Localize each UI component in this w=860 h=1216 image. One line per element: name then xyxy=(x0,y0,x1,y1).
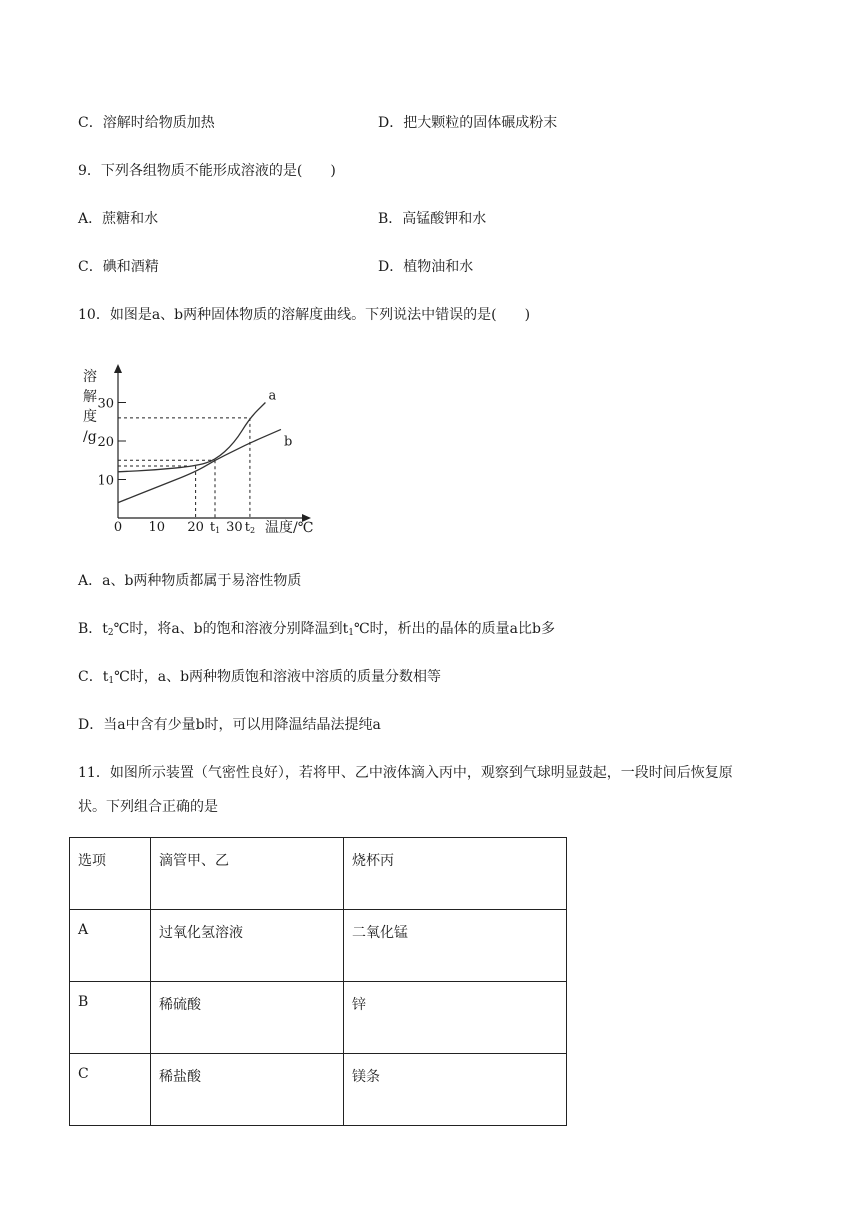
header-cell: 烧杯丙 xyxy=(344,838,567,910)
table-cell: 锌 xyxy=(344,982,567,1054)
x-tick-label: 20 xyxy=(187,520,204,535)
q9-option-d: D．植物油和水 xyxy=(378,259,474,275)
q10-option-c xyxy=(78,666,441,686)
table-row xyxy=(70,1054,567,1126)
q8-option-c: C．溶解时给物质加热 xyxy=(78,115,215,131)
y-tick-label: 20 xyxy=(97,435,114,450)
y-axis-label-char: 度 xyxy=(83,409,97,425)
table-row xyxy=(70,910,567,982)
x-tick-subscript: 2 xyxy=(249,526,256,535)
x-tick-label: 30 xyxy=(226,520,243,535)
q10-option-b-sub1: 2 xyxy=(107,628,114,638)
q9-option-b: B．高锰酸钾和水 xyxy=(378,211,487,227)
chart-guides xyxy=(118,418,250,518)
q9-stem: 9．下列各组物质不能形成溶液的是( ) xyxy=(78,163,336,179)
series-label-a: a xyxy=(268,388,277,404)
y-tick-label: 10 xyxy=(97,473,114,489)
header-cell: 滴管甲、乙 xyxy=(151,838,344,910)
series-label-b: b xyxy=(283,434,293,450)
x-tick-label: 0 xyxy=(113,520,123,535)
q9-option-c: C．碘和酒精 xyxy=(78,259,159,275)
table-cell: 镁条 xyxy=(344,1054,567,1126)
q11-stem-line1: 11．如图所示装置（气密性良好），若将甲、乙中液体滴入丙中，观察到气球明显鼓起，一段时间后恢复原 xyxy=(78,765,733,781)
q10-option-d: D．当a中含有少量b时，可以用降温结晶法提纯a xyxy=(78,717,381,733)
y-tick-label: 30 xyxy=(97,396,114,412)
x-tick-label: t1 xyxy=(209,520,221,535)
table-cell: C xyxy=(70,1054,151,1126)
x-tick-label: t2 xyxy=(244,520,256,535)
q10-stem: 10．如图是a、b两种固体物质的溶解度曲线。下列说法中错误的是( ) xyxy=(78,307,531,323)
q11-stem-line2: 状。下列组合正确的是 xyxy=(78,799,218,815)
y-axis-label-char: 解 xyxy=(83,389,97,405)
q9-option-a: A．蔗糖和水 xyxy=(78,211,159,227)
q10-option-b-mid: ℃时，将a、b的饱和溶液分别降温到t xyxy=(113,621,349,637)
table-header-row xyxy=(70,838,567,910)
q10-option-b xyxy=(78,618,555,638)
y-axis-label xyxy=(83,368,97,445)
table-row xyxy=(70,982,567,1054)
q11-options-table xyxy=(69,837,567,1126)
table-cell: 二氧化锰 xyxy=(344,910,567,982)
y-axis-label-char: 溶 xyxy=(83,369,97,385)
q10-option-b-post: ℃时，析出的晶体的质量a比b多 xyxy=(354,621,555,637)
q10-option-a: A．a、b两种物质都属于易溶性物质 xyxy=(78,573,302,589)
y-axis-arrow xyxy=(114,364,122,373)
q8-option-d: D．把大颗粒的固体碾成粉末 xyxy=(378,115,558,131)
table-cell: 稀硫酸 xyxy=(151,982,344,1054)
chart-axes xyxy=(114,364,311,522)
table-cell: B xyxy=(70,982,151,1054)
q10-option-b-pre: B．t xyxy=(78,621,108,637)
table-cell: 过氧化氢溶液 xyxy=(151,910,344,982)
x-tick-label: 10 xyxy=(148,520,166,535)
q10-option-c-post: ℃时，a、b两种物质饱和溶液中溶质的质量分数相等 xyxy=(114,669,442,685)
solubility-chart xyxy=(72,358,332,538)
chart-series xyxy=(118,389,292,503)
y-axis-label-char: /g xyxy=(83,429,97,445)
header-cell: 选项 xyxy=(70,838,151,910)
table-cell: 稀盐酸 xyxy=(151,1054,344,1126)
chart-ticks xyxy=(97,397,255,536)
q10-option-b-sub2: 1 xyxy=(348,628,354,638)
table-cell: A xyxy=(70,910,151,982)
x-axis-label: 温度/℃ xyxy=(265,520,314,536)
series-line-a xyxy=(118,403,265,472)
q10-option-c-sub: 1 xyxy=(108,676,115,686)
q10-option-c-pre: C．t xyxy=(78,669,109,685)
x-tick-subscript: 1 xyxy=(215,526,221,535)
